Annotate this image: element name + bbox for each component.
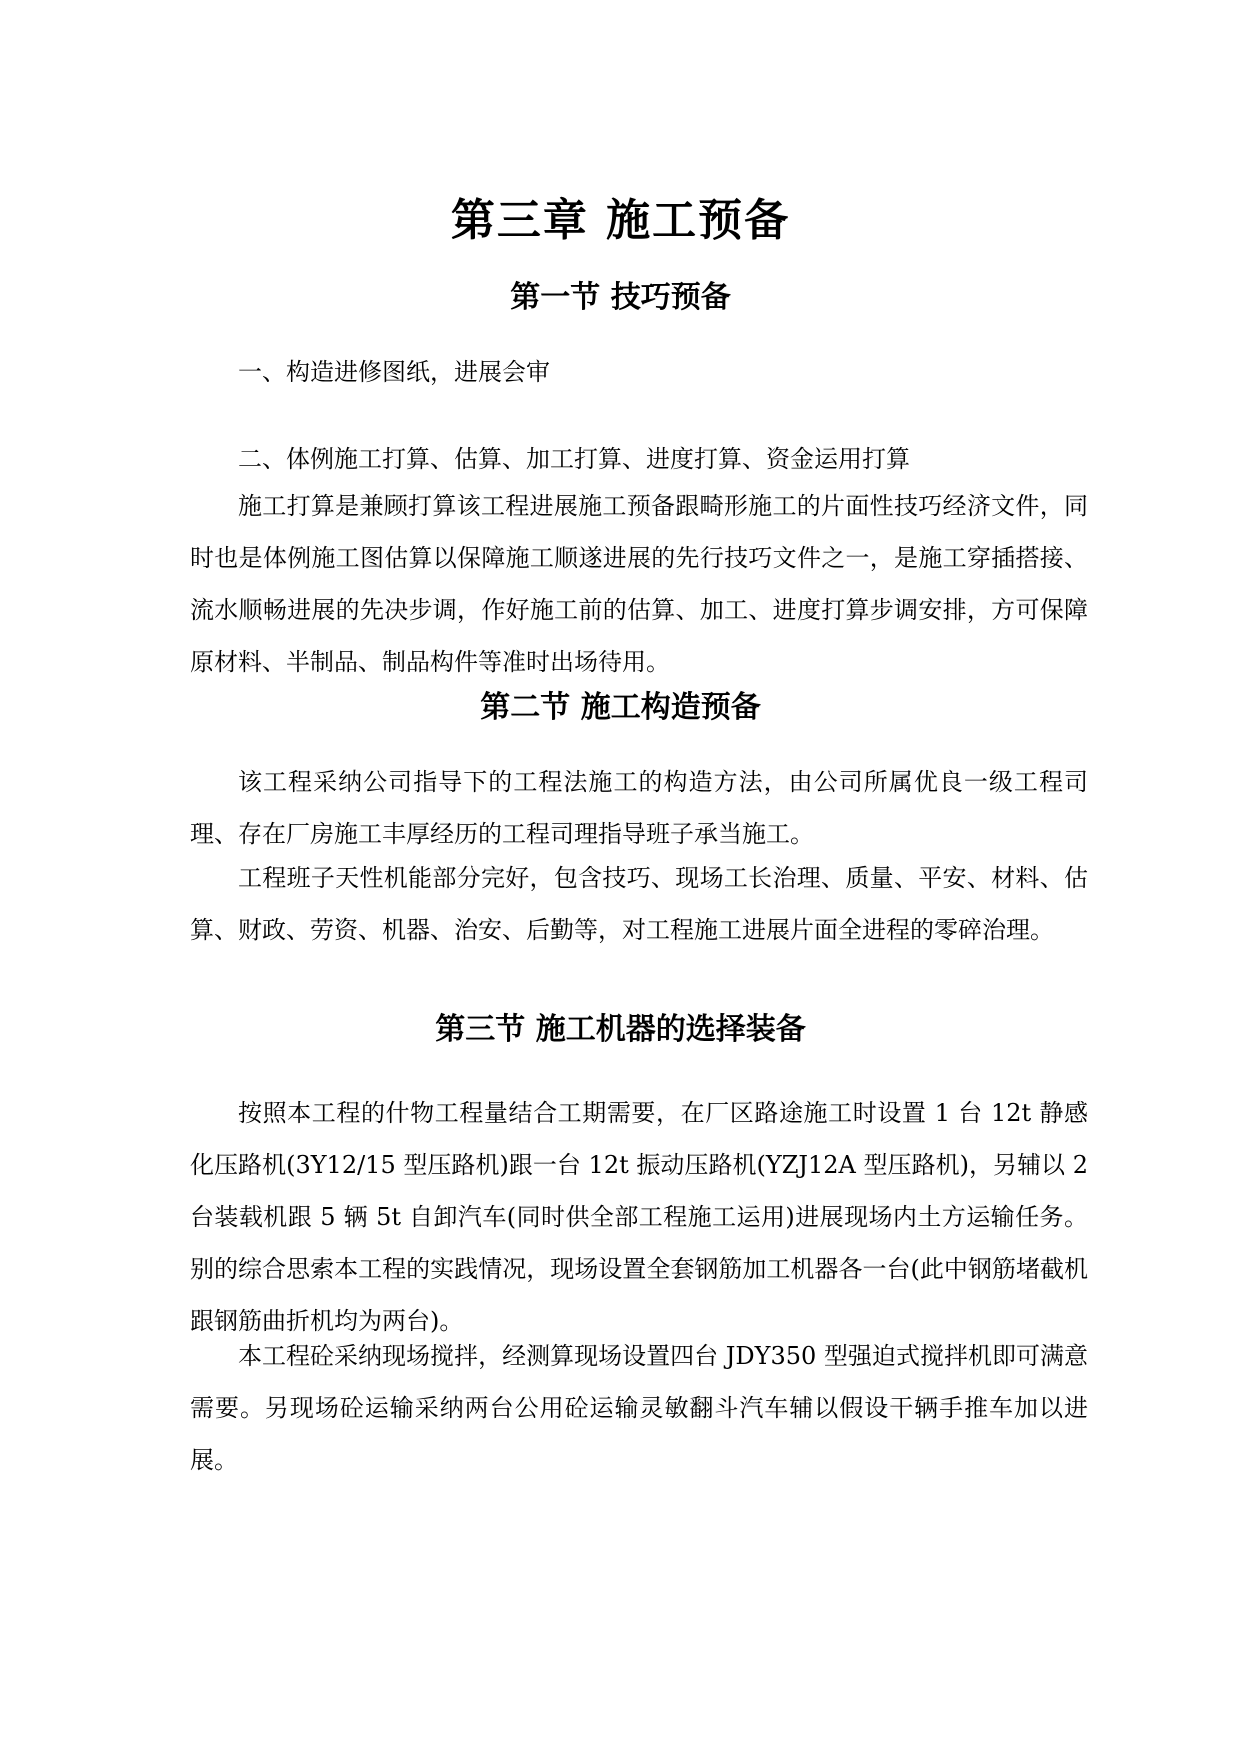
paragraph-team: 工程班子天性机能部分完好，包含技巧、现场工长治理、质量、平安、材料、估算、财政、劳资、机器、治安、后勤等，对工程施工进展片面全进程的零碎治理。 bbox=[190, 864, 1088, 944]
paragraph-machinery: 按照本工程的什物工程量结合工期需要，在厂区路途施工时设置 1 台 12t 静感化压路机(3Y12/15 型压路机)跟一台 12t 振动压路机(YZJ12A 型压路机)，另辅以 2 台装载机跟 5 辆 5t 自卸汽车(同时供全部工程施工运用)进展现场内土方运输任务。别的综合思索本工程的实践情况，现场设置全套钢筋加工机器各一台(此中钢筋堵截机跟钢筋曲折机均为两台)。 bbox=[190, 1099, 1088, 1335]
paragraph-plan: 施工打算是兼顾打算该工程进展施工预备跟畸形施工的片面性技巧经济文件，同时也是体例施工图估算以保障施工顺遂进展的先行技巧文件之一，是施工穿插搭接、流水顺畅进展的先决步调，作好施工前的估算、加工、进度打算步调安排，方可保障原材料、半制品、制品构件等准时出场待用。 bbox=[190, 492, 1088, 676]
paragraph-concrete: 本工程砼采纳现场搅拌，经测算现场设置四台 JDY350 型强迫式搅拌机即可满意需要。另现场砼运输采纳两台公用砼运输灵敏翻斗汽车辅以假设干辆手推车加以进展。 bbox=[190, 1342, 1088, 1474]
section-title-2: 第二节 施工构造预备 bbox=[480, 690, 761, 725]
section-title-3: 第三节 施工机器的选择装备 bbox=[435, 1012, 806, 1047]
section-title-1: 第一节 技巧预备 bbox=[510, 280, 731, 315]
paragraph-organization: 该工程采纳公司指导下的工程法施工的构造方法，由公司所属优良一级工程司理、存在厂房施工丰厚经历的工程司理指导班子承当施工。 bbox=[190, 768, 1088, 848]
chapter-title: 第三章 施工预备 bbox=[450, 195, 791, 246]
list-item-2: 二、体例施工打算、估算、加工打算、进度打算、资金运用打算 bbox=[238, 445, 910, 473]
list-item-1: 一、构造进修图纸，进展会审 bbox=[238, 358, 550, 386]
